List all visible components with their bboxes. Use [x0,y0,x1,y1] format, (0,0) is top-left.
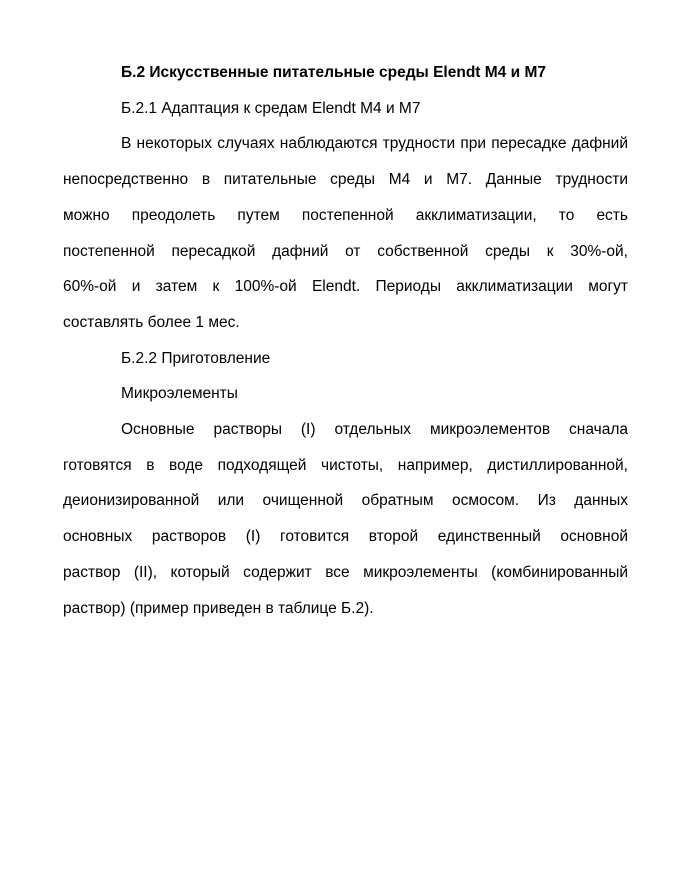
subsection-heading-b22: Б.2.2 Приготовление [121,349,271,367]
paragraph-adaptation-line: можно преодолеть путем постепенной акклиматизации, то есть [63,206,628,224]
paragraph-preparation-line: деионизированной или очищенной обратным осмосом. Из данных [63,492,628,510]
paragraph-adaptation-line: составлять более 1 мес. [63,313,240,331]
subheading-microelements: Микроэлементы [121,385,238,403]
paragraph-preparation-line: основных растворов (I) готовится второй единственный основной [63,528,628,546]
subsection-heading-b21: Б.2.1 Адаптация к средам Elendt М4 и М7 [121,99,421,117]
paragraph-adaptation-line: В некоторых случаях наблюдаются трудности при пересадке дафний [121,135,628,153]
paragraph-preparation-line: раствор) (пример приведен в таблице Б.2). [63,599,374,617]
document-text-block [63,55,628,626]
paragraph-preparation-line: Основные растворы (I) отдельных микроэлементов сначала [121,421,628,439]
section-heading-b2: Б.2 Искусственные питательные среды Elendt М4 и М7 [121,64,546,81]
paragraph-preparation-line: готовятся в воде подходящей чистоты, например, дистиллированной, [63,456,628,474]
paragraph-adaptation-line: непосредственно в питательные среды М4 и М7. Данные трудности [63,171,628,189]
paragraph-preparation-line: раствор (II), который содержит все микроэлементы (комбинированный [63,563,628,581]
paragraph-adaptation-line: постепенной пересадкой дафний от собственной среды к 30%-ой, [63,242,628,260]
paragraph-adaptation-line: 60%-ой и затем к 100%-ой Elendt. Периоды акклиматизации могут [63,278,628,296]
